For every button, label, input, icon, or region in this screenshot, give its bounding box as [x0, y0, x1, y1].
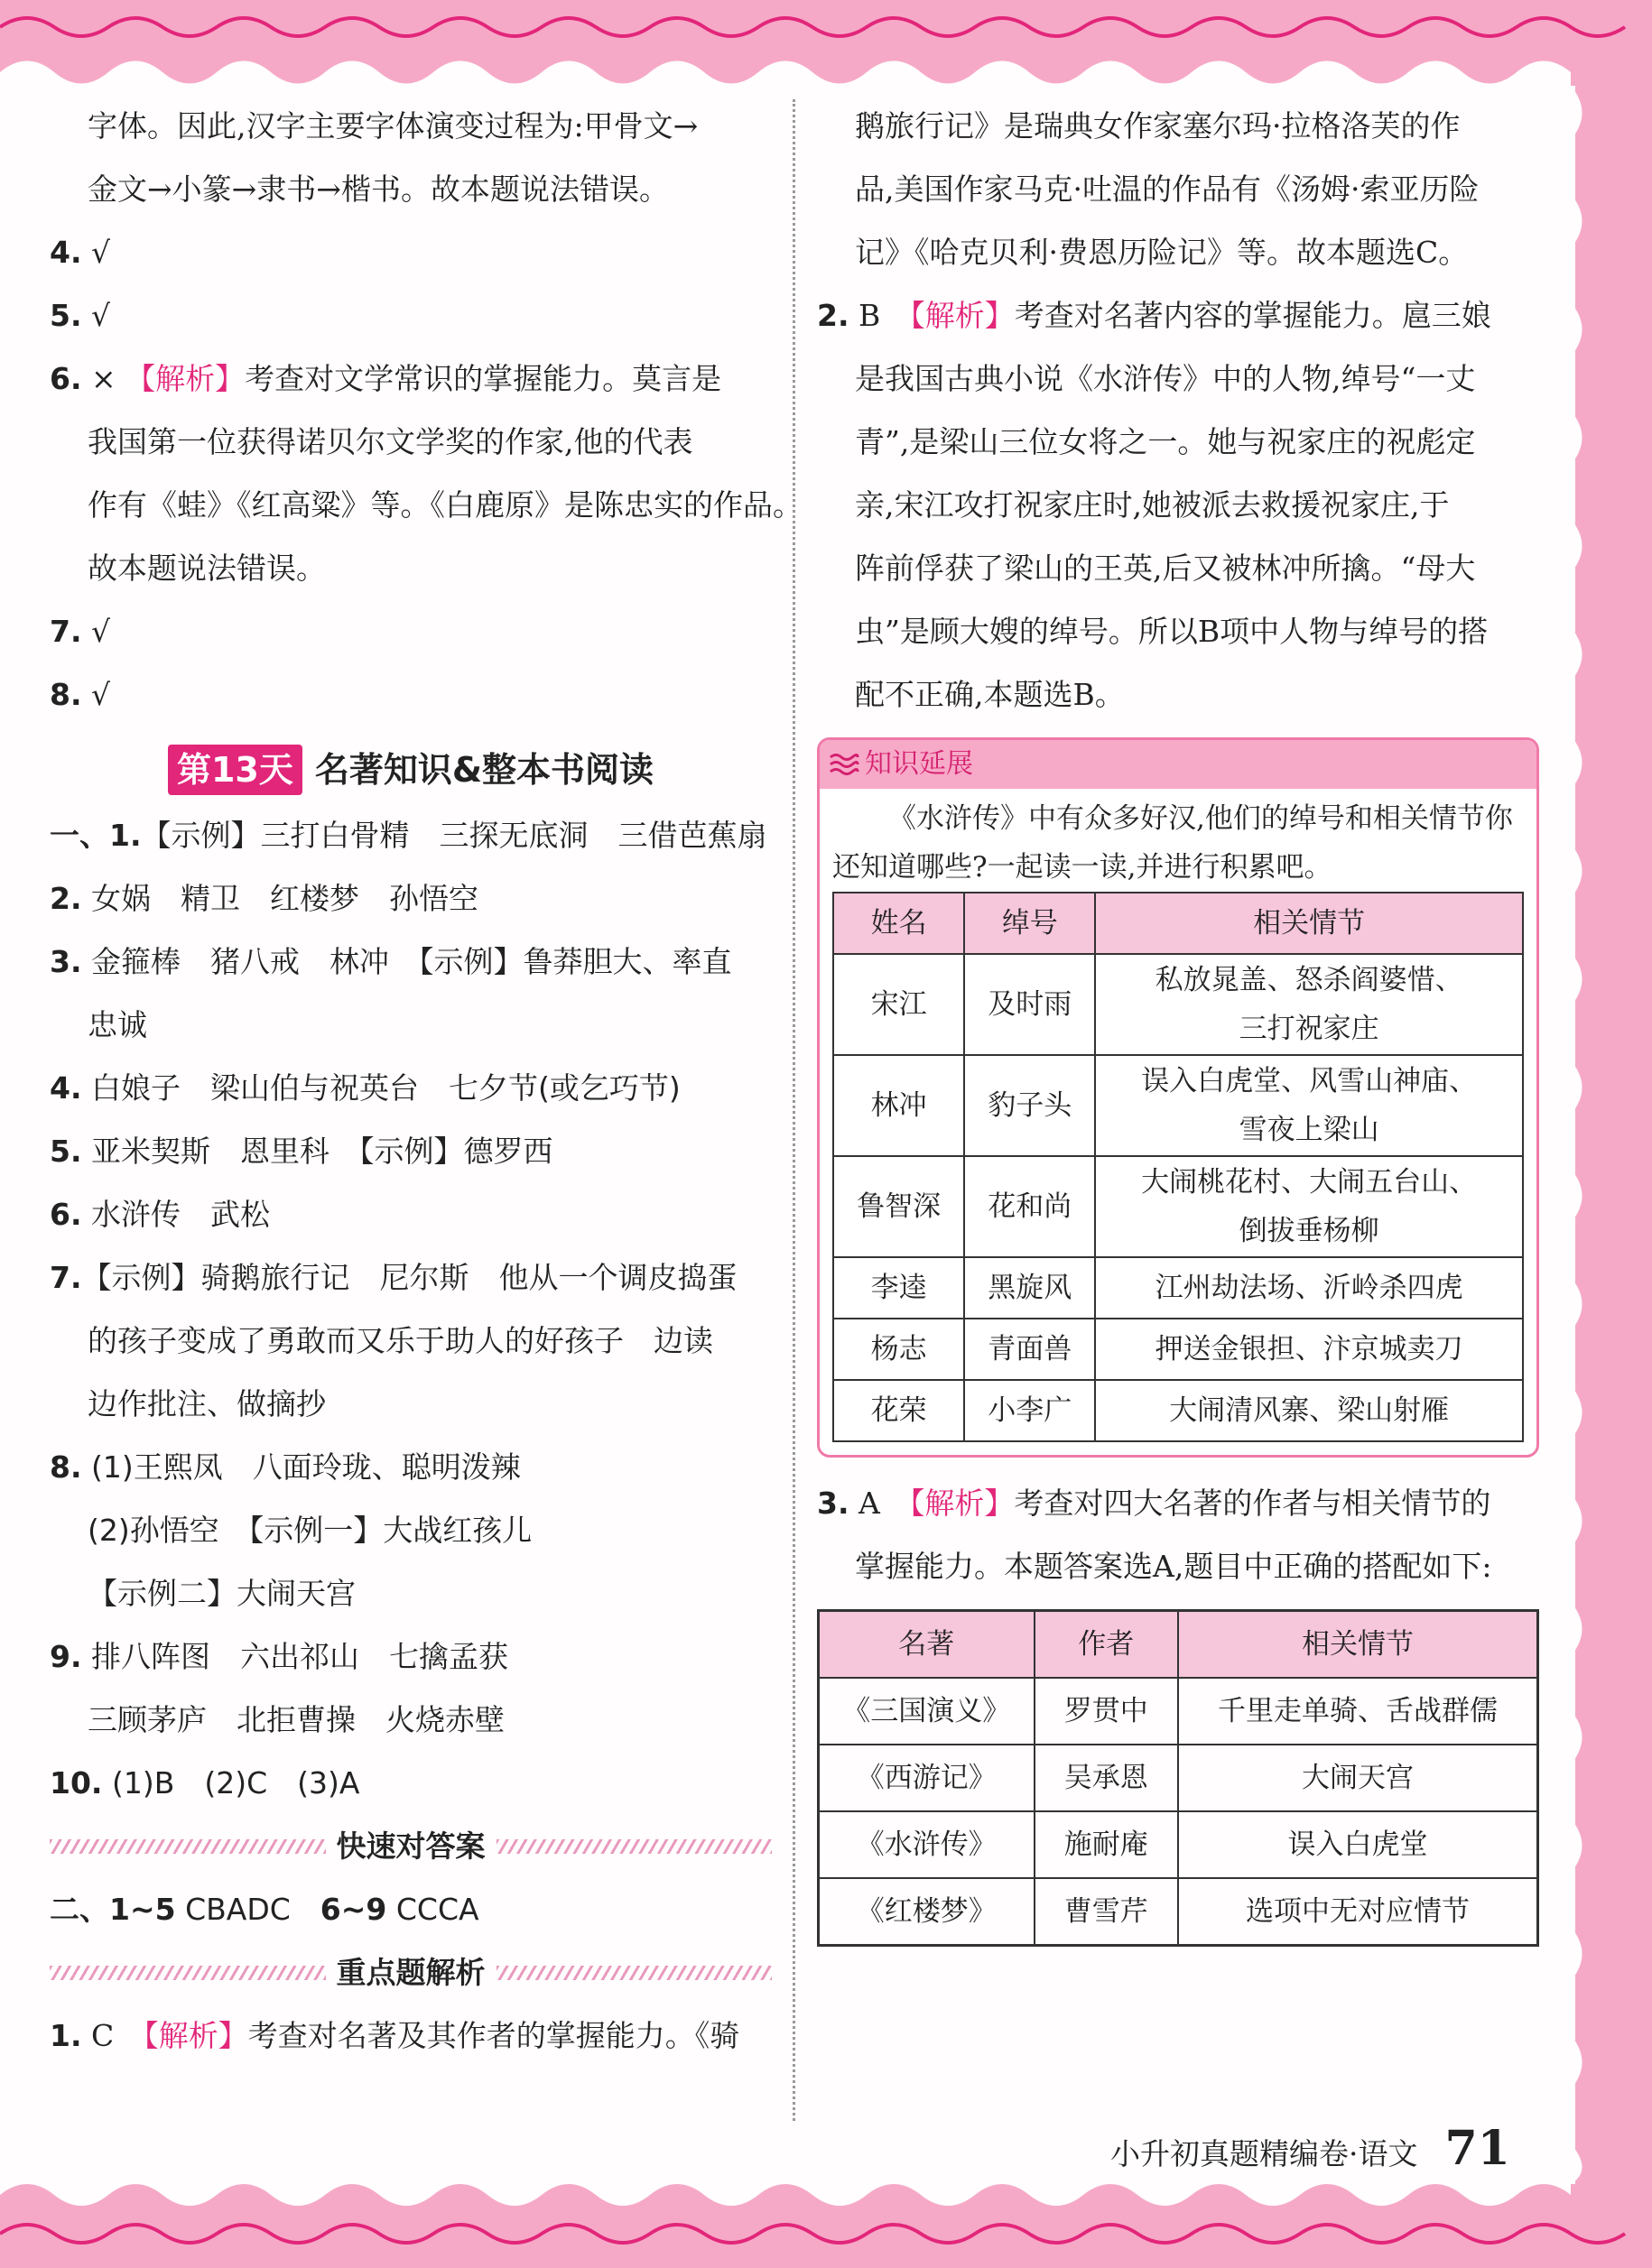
- question-number: 4.: [50, 1070, 82, 1106]
- p1-q8: [50, 1436, 772, 1499]
- p1-q9: [50, 1625, 772, 1689]
- knowledge-box-title: 知识延展: [865, 748, 973, 780]
- answer-7: [50, 600, 772, 663]
- text-line: 作有《蛙》《红高粱》等。《白鹿原》是陈忠实的作品。: [88, 487, 803, 523]
- p1-q6: [50, 1183, 772, 1246]
- heading-text: 快速对答案: [336, 1828, 486, 1864]
- table-row: [833, 1055, 1523, 1156]
- answer-letter: A: [858, 1486, 880, 1521]
- question-number: 7.: [50, 1260, 82, 1295]
- answer-6: [50, 347, 772, 411]
- column-header: 相关情节: [1095, 893, 1523, 954]
- plot-line: 三打祝家庄: [1239, 1013, 1379, 1045]
- answer-mark: √: [91, 677, 111, 712]
- table-cell: 《红楼梦》: [819, 1878, 1035, 1946]
- text-line: 忠诚: [88, 1007, 147, 1042]
- key-1: [50, 2004, 772, 2068]
- answer-text: 亚米契斯 恩里科 【示例】德罗西: [91, 1134, 553, 1169]
- section-title: 名著知识&整本书阅读: [314, 750, 654, 790]
- key-2: [817, 284, 1539, 347]
- answer-text: 白娘子 梁山伯与祝英台 七夕节(或乞巧节): [91, 1070, 681, 1106]
- range-answers: CBADC: [185, 1892, 291, 1927]
- table-cell: 小李广: [964, 1380, 1095, 1441]
- key-analysis-heading: [50, 1941, 772, 2004]
- text-line: 鹅旅行记》是瑞典女作家塞尔玛·拉格洛芙的作: [855, 108, 1461, 143]
- table-row: [833, 954, 1523, 1055]
- table-cell: 青面兽: [964, 1319, 1095, 1380]
- column-header: 姓名: [833, 893, 964, 954]
- p2-answers: [50, 1878, 772, 1941]
- table-cell: [1095, 1156, 1523, 1257]
- heading-text: 重点题解析: [336, 1955, 486, 1990]
- classics-table: [817, 1609, 1539, 1947]
- table-cell: 花和尚: [964, 1156, 1095, 1257]
- analysis-tag: 【解析】: [144, 2018, 248, 2053]
- day-badge: 第13天: [168, 745, 302, 795]
- analysis-text: 考查对名著内容的掌握能力。扈三娘: [1014, 298, 1491, 333]
- text-line: 【示例二】大闹天宫: [88, 1576, 356, 1611]
- range-label: 6~9: [320, 1892, 387, 1927]
- table-cell: 及时雨: [964, 954, 1095, 1055]
- column-header: 相关情节: [1178, 1611, 1538, 1679]
- table-row: [833, 1319, 1523, 1380]
- answer-mark: √: [91, 614, 111, 649]
- table-cell: 误入白虎堂: [1178, 1811, 1538, 1878]
- text-line: 金文→小篆→隶书→楷书。故本题说法错误。: [88, 171, 669, 207]
- question-number: 3.: [50, 944, 82, 979]
- key-3: [817, 1472, 1539, 1535]
- table-cell: 《西游记》: [819, 1745, 1035, 1811]
- analysis-text: 考查对文学常识的掌握能力。莫言是: [245, 361, 722, 396]
- column-header: 名著: [819, 1611, 1035, 1679]
- answer-text: (1)王熙凤 八面玲珑、聪明泼辣: [91, 1449, 521, 1485]
- text-line: 虫”是顾大嫂的绰号。所以B项中人物与绰号的搭: [855, 614, 1489, 649]
- answer-mark: √: [91, 235, 111, 270]
- column-header: 绰号: [964, 893, 1095, 954]
- page-footer: [1110, 2121, 1510, 2176]
- column-header: 作者: [1035, 1611, 1178, 1679]
- table-row: [833, 1156, 1523, 1257]
- table-cell: 曹雪芹: [1035, 1878, 1178, 1946]
- answer-letter: B: [858, 298, 881, 333]
- question-number: 7.: [50, 614, 82, 649]
- table-cell: [1095, 1055, 1523, 1156]
- plot-line: 大闹桃花村、大闹五台山、: [1141, 1166, 1478, 1199]
- column-divider: [793, 99, 795, 2121]
- table-cell: 押送金银担、汴京城卖刀: [1095, 1319, 1523, 1380]
- range-label: 1~5: [109, 1892, 176, 1927]
- part-label: 二、: [50, 1892, 109, 1927]
- table-row: [833, 1380, 1523, 1441]
- text-line: 字体。因此,汉字主要字体演变过程为:甲骨文→: [88, 108, 699, 143]
- text-line: 青”,是梁山三位女将之一。她与祝家庄的祝彪定: [855, 424, 1476, 459]
- analysis-tag: 【解析】: [910, 298, 1015, 333]
- knowledge-box-header: [820, 740, 1536, 789]
- question-number: 10.: [50, 1765, 103, 1801]
- table-cell: 鲁智深: [833, 1156, 964, 1257]
- text-line: 阵前俘获了梁山的王英,后又被林冲所擒。“母大: [855, 551, 1476, 586]
- question-number: 2.: [50, 881, 82, 916]
- question-number: 1.: [109, 818, 142, 853]
- answer-mark: √: [91, 298, 111, 333]
- range-answers: CCCA: [395, 1892, 479, 1927]
- plot-line: 私放晁盖、怒杀阎婆惜、: [1155, 964, 1463, 996]
- table-cell: 吴承恩: [1035, 1745, 1178, 1811]
- answer-letter: C: [91, 2018, 115, 2053]
- plot-line: 雪夜上梁山: [1239, 1114, 1379, 1146]
- table-cell: 花荣: [833, 1380, 964, 1441]
- text-line: (2)孙悟空 【示例一】大战红孩儿: [88, 1513, 533, 1548]
- knowledge-extension-box: [817, 737, 1539, 1458]
- table-cell: 江州劫法场、沂岭杀四虎: [1095, 1257, 1523, 1319]
- text-line: 亲,宋江攻打祝家庄时,她被派去救援祝家庄,于: [855, 487, 1450, 523]
- p1-q1: [50, 804, 772, 867]
- left-column: [50, 95, 803, 2068]
- text-line: 的孩子变成了勇敢而又乐于助人的好孩子 边读: [88, 1323, 713, 1358]
- text-line: 掌握能力。本题答案选A,题目中正确的搭配如下:: [855, 1549, 1492, 1584]
- question-number: 8.: [50, 1449, 82, 1485]
- text-line: 故本题说法错误。: [88, 551, 326, 586]
- table-cell: 豹子头: [964, 1055, 1095, 1156]
- answer-5: [50, 284, 772, 347]
- table-cell: 《水浒传》: [819, 1811, 1035, 1878]
- p1-q10: [50, 1752, 772, 1815]
- wave-lines-icon: [829, 752, 859, 777]
- text-line: 记》《哈克贝利·费恩历险记》等。故本题选C。: [855, 235, 1469, 270]
- heroes-table: [832, 892, 1524, 1442]
- question-number: 5.: [50, 1134, 82, 1169]
- table-cell: 林冲: [833, 1055, 964, 1156]
- answer-text: 女娲 精卫 红楼梦 孙悟空: [91, 881, 478, 916]
- right-column: [817, 95, 1539, 1947]
- part-label: 一、: [50, 818, 109, 853]
- answer-text: 【示例】骑鹅旅行记 尼尔斯 他从一个调皮捣蛋: [81, 1260, 738, 1295]
- answer-mark: ×: [91, 361, 116, 396]
- plot-line: 误入白虎堂、风雪山神庙、: [1141, 1065, 1478, 1097]
- answer-text: 水浒传 武松: [91, 1197, 270, 1232]
- knowledge-intro: 《水浒传》中有众多好汉,他们的绰号和相关情节你还知道哪些?一起读一读,并进行积累吧。: [832, 802, 1513, 884]
- p1-q2: [50, 867, 772, 930]
- table-row: [819, 1745, 1538, 1811]
- text-line: 品,美国作家马克·吐温的作品有《汤姆·索亚历险: [855, 171, 1480, 207]
- question-number: 6.: [50, 361, 82, 396]
- answer-text: 排八阵图 六出祁山 七擒孟获: [91, 1639, 508, 1674]
- p1-q7: [50, 1246, 772, 1310]
- table-header-row: [819, 1611, 1538, 1679]
- answer-text: 金箍棒 猪八戒 林冲 【示例】鲁莽胆大、率直: [91, 944, 732, 979]
- question-number: 6.: [50, 1197, 82, 1232]
- p1-q4: [50, 1057, 772, 1120]
- question-number: 2.: [817, 298, 849, 333]
- table-cell: 大闹清风寨、梁山射雁: [1095, 1380, 1523, 1441]
- text-line: 三顾茅庐 北拒曹操 火烧赤壁: [88, 1702, 505, 1737]
- text-line: 配不正确,本题选B。: [855, 677, 1125, 712]
- answer-text: 【示例】三打白骨精 三探无底洞 三借芭蕉扇: [141, 818, 767, 853]
- table-cell: 千里走单骑、舌战群儒: [1178, 1678, 1538, 1745]
- answer-8: [50, 663, 772, 727]
- book-title: 小升初真题精编卷·语文: [1110, 2136, 1418, 2171]
- plot-line: 倒拔垂杨柳: [1239, 1215, 1379, 1247]
- question-number: 5.: [50, 298, 82, 333]
- table-row: [819, 1811, 1538, 1878]
- analysis-text: 考查对名著及其作者的掌握能力。《骑: [247, 2018, 740, 2053]
- table-cell: 李逵: [833, 1257, 964, 1319]
- analysis-text: 考查对四大名著的作者与相关情节的: [1014, 1486, 1491, 1521]
- section-heading: [50, 745, 772, 795]
- question-number: 8.: [50, 677, 82, 712]
- table-cell: 杨志: [833, 1319, 964, 1380]
- table-row: [819, 1878, 1538, 1946]
- text-line: 我国第一位获得诺贝尔文学奖的作家,他的代表: [88, 424, 693, 459]
- answer-text: (1)B (2)C (3)A: [111, 1765, 360, 1801]
- p1-q3: [50, 930, 772, 994]
- table-cell: 施耐庵: [1035, 1811, 1178, 1878]
- table-row: [819, 1678, 1538, 1745]
- analysis-tag: 【解析】: [909, 1486, 1015, 1521]
- text-line: 边作批注、做摘抄: [88, 1386, 326, 1421]
- table-cell: 罗贯中: [1035, 1678, 1178, 1745]
- quick-answer-heading: [50, 1815, 772, 1878]
- question-number: 1.: [50, 2018, 82, 2053]
- table-cell: 选项中无对应情节: [1178, 1878, 1538, 1946]
- table-row: [833, 1257, 1523, 1319]
- table-cell: 《三国演义》: [819, 1678, 1035, 1745]
- question-number: 3.: [817, 1486, 849, 1521]
- question-number: 4.: [50, 235, 82, 270]
- answer-4: [50, 221, 772, 284]
- p1-q5: [50, 1120, 772, 1183]
- table-header-row: [833, 893, 1523, 954]
- table-cell: [1095, 954, 1523, 1055]
- analysis-tag: 【解析】: [125, 361, 246, 396]
- table-cell: 大闹天宫: [1178, 1745, 1538, 1811]
- text-line: 是我国古典小说《水浒传》中的人物,绰号“一丈: [855, 361, 1476, 396]
- page-number: 71: [1444, 2121, 1510, 2176]
- table-cell: 黑旋风: [964, 1257, 1095, 1319]
- question-number: 9.: [50, 1639, 82, 1674]
- table-cell: 宋江: [833, 954, 964, 1055]
